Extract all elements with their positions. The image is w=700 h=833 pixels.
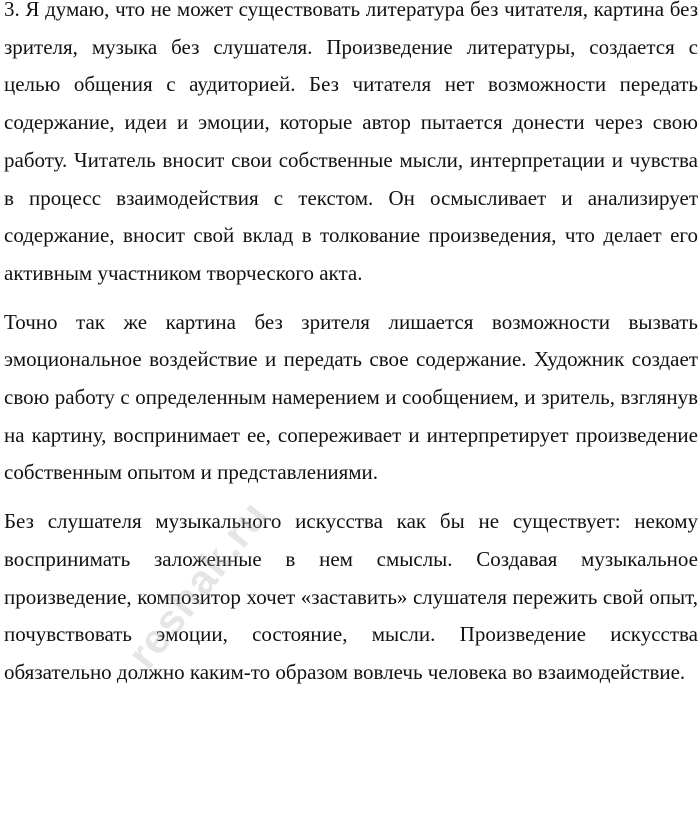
- paragraph-2: Точно так же картина без зрителя лишается возможности вызвать эмоциональное воздействие и передать свое содержание. Художник создает свою работу с определенным намерением и сообщением, и зритель, взглянув на картину, воспринимает ее, сопереживает и интерпретирует произведение собственным опытом и представлениями.: [4, 309, 698, 485]
- document-body: [4, 0, 698, 703]
- paragraph-1: 3. Я думаю, что не может существовать литература без читателя, картина без зрителя, музыка без слушателя. Произведение литературы, создается с целью общения с аудиторией. Без читателя нет возможности передать содержание, идеи и эмоции, которые автор пытается донести через свою работу. Читатель вносит свои собственные мысли, интерпретации и чувства в процесс взаимодействия с текстом. Он осмысливает и анализирует содержание, вносит свой вклад в толкование произведения, что делает его активным участником творческого акта.: [4, 0, 698, 285]
- watermark: reshak.ru: [118, 491, 278, 677]
- paragraph-3: Без слушателя музыкального искусства как бы не существует: некому воспринимать заложенные в нем смыслы. Создавая музыкальное произведение, композитор хочет «заставить» слушателя пережить свой опыт, почувствовать эмоции, состояние, мысли. Произведение искусства обязательно должно каким-то образом вовлечь человека во взаимодействие.: [4, 509, 698, 684]
